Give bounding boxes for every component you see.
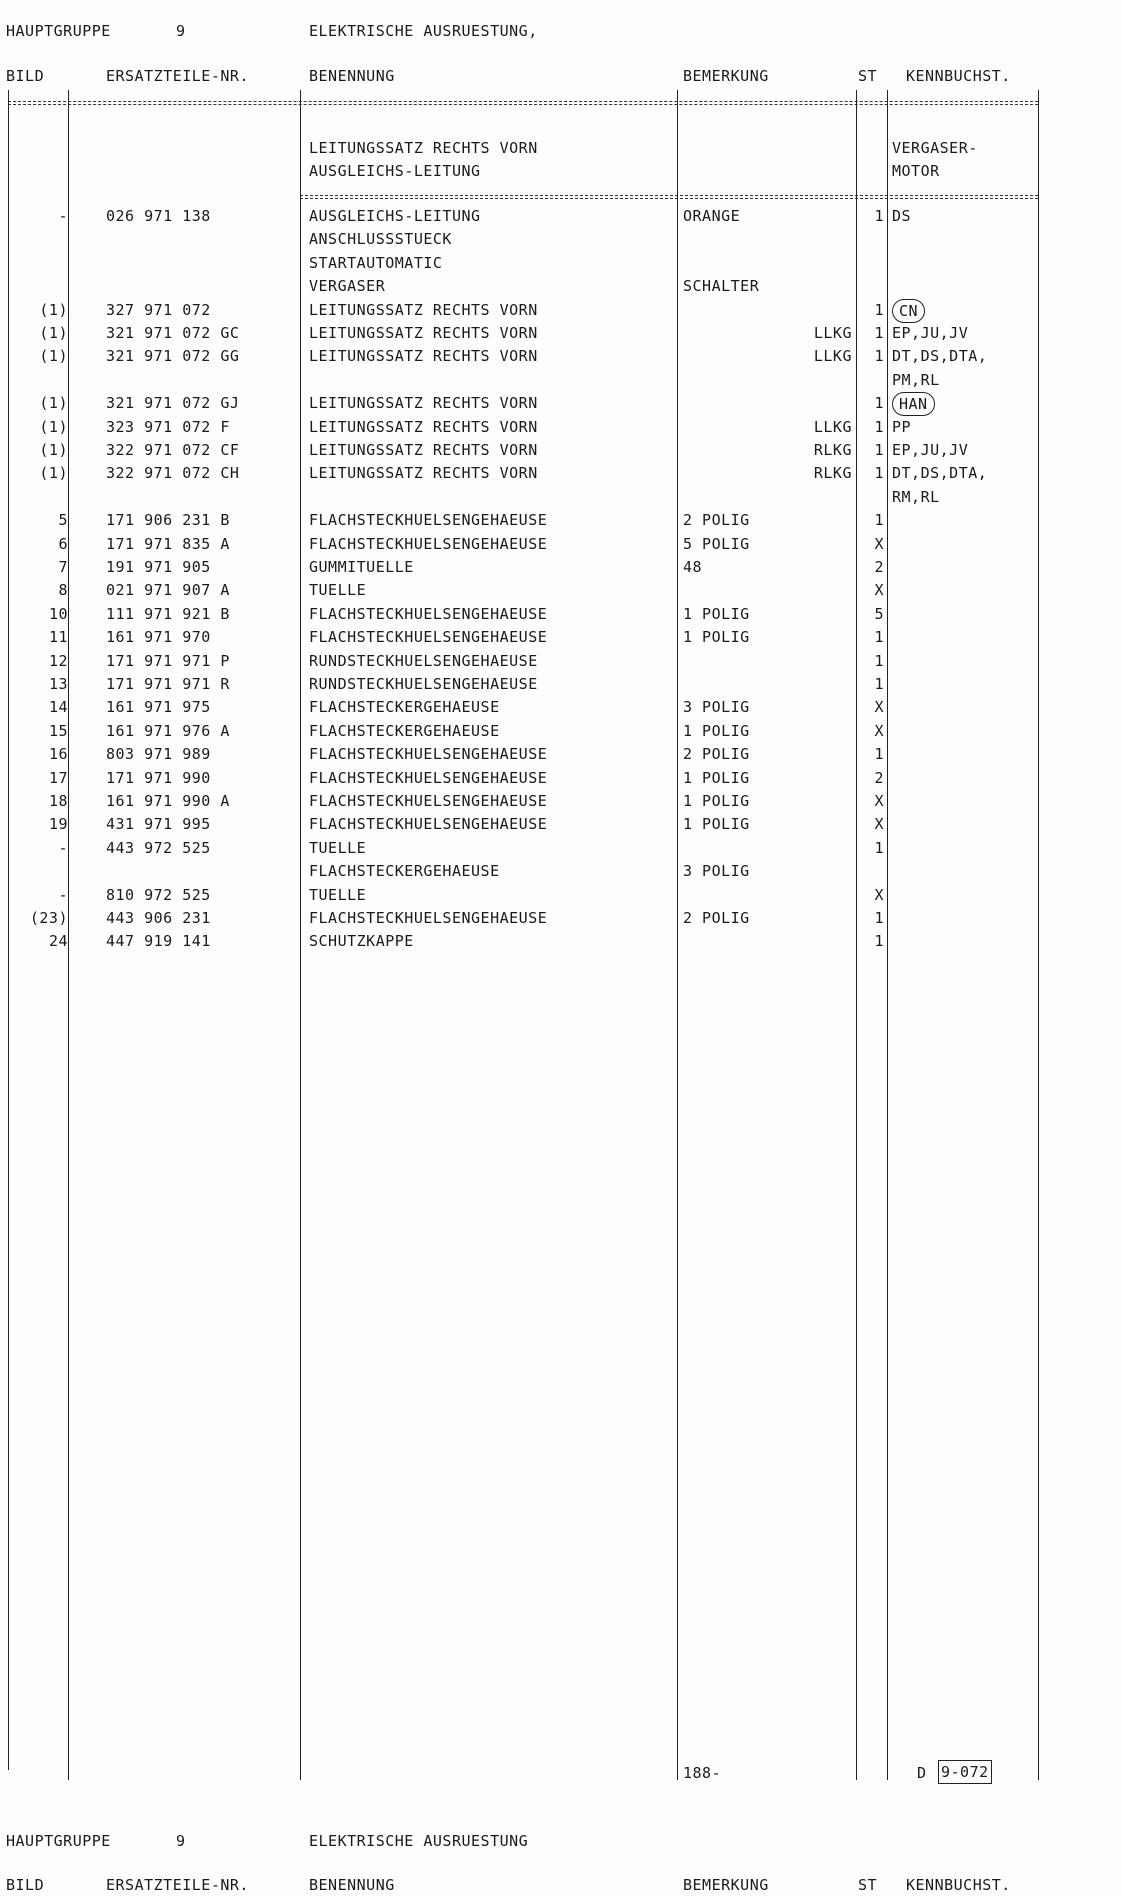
kennbuchst-cell: DT,DS,DTA, bbox=[892, 347, 988, 366]
bild-cell: (1) bbox=[39, 441, 68, 459]
quantity-cell: 1 bbox=[874, 909, 884, 927]
bild-cell: - bbox=[58, 885, 68, 904]
part-number-cell: 322 971 072 CF bbox=[106, 441, 240, 459]
bild-cell: (1) bbox=[39, 394, 68, 413]
quantity-cell: 1 bbox=[874, 745, 884, 764]
bemerkung-cell: 48 bbox=[683, 558, 703, 576]
section-rule bbox=[300, 195, 1038, 196]
benennung-cell: FLACHSTECKHUELSENGEHAEUSE bbox=[309, 511, 548, 530]
page-title: ELEKTRISCHE AUSRUESTUNG, bbox=[309, 22, 538, 40]
benennung-cell: FLACHSTECKERGEHAEUSE bbox=[309, 721, 500, 740]
table-row bbox=[0, 767, 1122, 789]
part-number-cell: 171 906 231 B bbox=[106, 511, 230, 530]
kennbuchst-cell: EP,JU,JV bbox=[892, 441, 969, 459]
kennbuchst-cell: DT,DS,DTA, bbox=[892, 464, 988, 483]
table-row bbox=[0, 205, 1122, 227]
benennung-cell: VERGASER bbox=[309, 277, 386, 296]
table-row bbox=[0, 322, 1122, 344]
table-row bbox=[0, 556, 1122, 578]
bild-cell: 19 bbox=[48, 815, 68, 834]
part-number-cell: 810 972 525 bbox=[106, 885, 211, 904]
quantity-cell: 1 bbox=[874, 464, 884, 483]
quantity-cell: X bbox=[874, 815, 884, 834]
bild-cell: 12 bbox=[48, 651, 68, 670]
benennung-cell: FLACHSTECKHUELSENGEHAEUSE bbox=[309, 909, 548, 927]
bemerkung-cell: 1 POLIG bbox=[683, 768, 750, 787]
bild-cell: (1) bbox=[39, 300, 68, 319]
table-row bbox=[0, 696, 1122, 718]
bild-cell: (1) bbox=[39, 417, 68, 436]
part-number-cell: 191 971 905 bbox=[106, 558, 211, 576]
next-col-header-bild: BILD bbox=[6, 1876, 45, 1894]
bemerkung-cell: 1 POLIG bbox=[683, 628, 750, 647]
bemerkung-cell: 1 POLIG bbox=[683, 721, 750, 740]
col-header-bemerkung: BEMERKUNG bbox=[683, 67, 769, 85]
benennung-cell: FLACHSTECKHUELSENGEHAEUSE bbox=[309, 534, 548, 553]
bemerkung-cell: SCHALTER bbox=[683, 277, 760, 296]
bild-cell: 10 bbox=[48, 604, 68, 623]
table-row bbox=[0, 626, 1122, 648]
table-row bbox=[0, 345, 1122, 367]
header-rule-double bbox=[8, 104, 1038, 105]
quantity-cell: 5 bbox=[874, 604, 884, 623]
benennung-cell: RUNDSTECKHUELSENGEHAEUSE bbox=[309, 651, 538, 670]
part-number-cell: 321 971 072 GJ bbox=[106, 394, 240, 413]
table-row bbox=[0, 743, 1122, 765]
part-number-cell: 321 971 072 GC bbox=[106, 324, 240, 342]
benennung-cell: RUNDSTECKHUELSENGEHAEUSE bbox=[309, 675, 538, 693]
part-number-cell: 431 971 995 bbox=[106, 815, 211, 834]
part-number-cell: 021 971 907 A bbox=[106, 581, 230, 600]
quantity-cell: 1 bbox=[874, 675, 884, 693]
footer-code: 9-072 bbox=[938, 1760, 992, 1784]
col-header-kennbuchst: KENNBUCHST. bbox=[906, 67, 1011, 85]
bild-cell: (1) bbox=[39, 324, 68, 342]
benennung-cell: FLACHSTECKERGEHAEUSE bbox=[309, 862, 500, 881]
next-col-header-st: ST bbox=[858, 1876, 878, 1894]
benennung-cell: SCHUTZKAPPE bbox=[309, 932, 414, 951]
kennbuchst-cell: EP,JU,JV bbox=[892, 324, 969, 342]
part-number-cell: 161 971 975 bbox=[106, 698, 211, 717]
table-row bbox=[0, 860, 1122, 882]
table-row bbox=[0, 930, 1122, 952]
bemerkung-code-cell: LLKG bbox=[813, 347, 852, 366]
bild-cell: 18 bbox=[48, 792, 68, 810]
bild-cell: 15 bbox=[48, 721, 68, 740]
quantity-cell: 1 bbox=[874, 324, 884, 342]
benennung-cell: LEITUNGSSATZ RECHTS VORN bbox=[309, 417, 538, 436]
table-row bbox=[0, 486, 1122, 508]
hauptgruppe-number: 9 bbox=[176, 22, 186, 40]
quantity-cell: 1 bbox=[874, 417, 884, 436]
bild-cell: 11 bbox=[48, 628, 68, 647]
part-number-cell: 161 971 976 A bbox=[106, 721, 230, 740]
quantity-cell: 2 bbox=[874, 768, 884, 787]
bild-cell: - bbox=[58, 838, 68, 857]
part-number-cell: 443 906 231 bbox=[106, 909, 211, 927]
bild-cell: 8 bbox=[58, 581, 68, 600]
bild-cell: 16 bbox=[48, 745, 68, 764]
part-number-cell: 171 971 971 P bbox=[106, 651, 230, 670]
quantity-cell: 1 bbox=[874, 300, 884, 319]
table-row bbox=[0, 369, 1122, 391]
bild-cell: 6 bbox=[58, 534, 68, 553]
quantity-cell: X bbox=[874, 885, 884, 904]
bemerkung-code-cell: RLKG bbox=[813, 464, 852, 483]
table-row bbox=[0, 884, 1122, 906]
bild-cell: 7 bbox=[58, 558, 68, 576]
next-col-header-kennbuchst: KENNBUCHST. bbox=[906, 1876, 1011, 1894]
bemerkung-cell: 5 POLIG bbox=[683, 534, 750, 553]
benennung-cell: LEITUNGSSATZ RECHTS VORN bbox=[309, 441, 538, 459]
bemerkung-cell: 3 POLIG bbox=[683, 862, 750, 881]
benennung-cell: AUSGLEICHS-LEITUNG bbox=[309, 207, 481, 225]
section-kb-1: VERGASER- bbox=[892, 139, 978, 157]
section-rule-double bbox=[300, 198, 1038, 199]
bild-cell: (1) bbox=[39, 347, 68, 366]
benennung-cell: ANSCHLUSSSTUECK bbox=[309, 230, 452, 249]
part-number-cell: 171 971 971 R bbox=[106, 675, 230, 693]
header-rule bbox=[8, 101, 1038, 102]
quantity-cell: 1 bbox=[874, 932, 884, 951]
quantity-cell: 1 bbox=[874, 207, 884, 225]
benennung-cell: LEITUNGSSATZ RECHTS VORN bbox=[309, 324, 538, 342]
part-number-cell: 171 971 835 A bbox=[106, 534, 230, 553]
part-number-cell: 161 971 990 A bbox=[106, 792, 230, 810]
table-row bbox=[0, 252, 1122, 274]
table-row bbox=[0, 533, 1122, 555]
section-kb-2: MOTOR bbox=[892, 162, 940, 180]
next-col-header-nr: ERSATZTEILE-NR. bbox=[106, 1876, 249, 1894]
quantity-cell: 1 bbox=[874, 628, 884, 647]
part-number-cell: 171 971 990 bbox=[106, 768, 211, 787]
col-header-benennung: BENENNUNG bbox=[309, 67, 395, 85]
quantity-cell: 1 bbox=[874, 651, 884, 670]
table-row bbox=[0, 228, 1122, 250]
bild-cell: 17 bbox=[48, 768, 68, 787]
table-row bbox=[0, 509, 1122, 531]
benennung-cell: GUMMITUELLE bbox=[309, 558, 414, 576]
part-number-cell: 443 972 525 bbox=[106, 838, 211, 857]
next-col-header-benennung: BENENNUNG bbox=[309, 1876, 395, 1894]
col-header-nr: ERSATZTEILE-NR. bbox=[106, 67, 249, 85]
benennung-cell: LEITUNGSSATZ RECHTS VORN bbox=[309, 347, 538, 366]
benennung-cell: TUELLE bbox=[309, 885, 367, 904]
bemerkung-code-cell: LLKG bbox=[813, 417, 852, 436]
benennung-cell: FLACHSTECKERGEHAEUSE bbox=[309, 698, 500, 717]
table-row bbox=[0, 673, 1122, 695]
benennung-cell: FLACHSTECKHUELSENGEHAEUSE bbox=[309, 815, 548, 834]
bild-cell: (1) bbox=[39, 464, 68, 483]
part-number-cell: 803 971 989 bbox=[106, 745, 211, 764]
bild-cell: 14 bbox=[48, 698, 68, 717]
quantity-cell: 1 bbox=[874, 347, 884, 366]
table-row bbox=[0, 299, 1122, 321]
part-number-cell: 321 971 072 GG bbox=[106, 347, 240, 366]
bemerkung-code-cell: LLKG bbox=[813, 324, 852, 342]
bemerkung-code-cell: RLKG bbox=[813, 441, 852, 459]
benennung-cell: STARTAUTOMATIC bbox=[309, 253, 443, 272]
quantity-cell: X bbox=[874, 792, 884, 810]
section-line-2: AUSGLEICHS-LEITUNG bbox=[309, 162, 481, 180]
hauptgruppe-label: HAUPTGRUPPE bbox=[6, 22, 111, 40]
quantity-cell: X bbox=[874, 581, 884, 600]
benennung-cell: TUELLE bbox=[309, 581, 367, 600]
kennbuchst-cell: HAN bbox=[892, 392, 935, 416]
bemerkung-cell: 2 POLIG bbox=[683, 745, 750, 764]
bild-cell: 24 bbox=[48, 932, 68, 951]
bild-cell: - bbox=[58, 207, 68, 225]
kennbuchst-cell: RM,RL bbox=[892, 487, 940, 506]
next-col-header-bemerkung: BEMERKUNG bbox=[683, 1876, 769, 1894]
bild-cell: 5 bbox=[58, 511, 68, 530]
bild-cell: (23) bbox=[29, 909, 68, 927]
table-row bbox=[0, 392, 1122, 414]
col-header-st: ST bbox=[858, 67, 878, 85]
quantity-cell: 1 bbox=[874, 394, 884, 413]
next-page-title: ELEKTRISCHE AUSRUESTUNG bbox=[309, 1832, 529, 1850]
table-row bbox=[0, 790, 1122, 812]
quantity-cell: 2 bbox=[874, 558, 884, 576]
benennung-cell: LEITUNGSSATZ RECHTS VORN bbox=[309, 300, 538, 319]
table-row bbox=[0, 720, 1122, 742]
kennbuchst-cell: PM,RL bbox=[892, 370, 940, 389]
kennbuchst-cell: DS bbox=[892, 207, 912, 225]
page-number: 188- bbox=[683, 1764, 722, 1782]
bemerkung-cell: 1 POLIG bbox=[683, 815, 750, 834]
table-row bbox=[0, 813, 1122, 835]
table-row bbox=[0, 275, 1122, 297]
table-row bbox=[0, 416, 1122, 438]
part-number-cell: 322 971 072 CH bbox=[106, 464, 240, 483]
bemerkung-cell: ORANGE bbox=[683, 207, 741, 225]
part-number-cell: 447 919 141 bbox=[106, 932, 211, 951]
benennung-cell: TUELLE bbox=[309, 838, 367, 857]
benennung-cell: LEITUNGSSATZ RECHTS VORN bbox=[309, 464, 538, 483]
quantity-cell: 1 bbox=[874, 441, 884, 459]
bild-cell: 13 bbox=[48, 675, 68, 693]
benennung-cell: FLACHSTECKHUELSENGEHAEUSE bbox=[309, 628, 548, 647]
part-number-cell: 026 971 138 bbox=[106, 207, 211, 225]
bemerkung-cell: 1 POLIG bbox=[683, 604, 750, 623]
bemerkung-cell: 2 POLIG bbox=[683, 511, 750, 530]
table-row bbox=[0, 579, 1122, 601]
table-row bbox=[0, 439, 1122, 461]
col-header-bild: BILD bbox=[6, 67, 45, 85]
footer-code-prefix: D bbox=[917, 1764, 927, 1782]
table-row bbox=[0, 603, 1122, 625]
bemerkung-cell: 2 POLIG bbox=[683, 909, 750, 927]
quantity-cell: X bbox=[874, 721, 884, 740]
benennung-cell: FLACHSTECKHUELSENGEHAEUSE bbox=[309, 745, 548, 764]
benennung-cell: FLACHSTECKHUELSENGEHAEUSE bbox=[309, 768, 548, 787]
benennung-cell: FLACHSTECKHUELSENGEHAEUSE bbox=[309, 604, 548, 623]
next-hauptgruppe-label: HAUPTGRUPPE bbox=[6, 1832, 111, 1850]
part-number-cell: 161 971 970 bbox=[106, 628, 211, 647]
bemerkung-cell: 3 POLIG bbox=[683, 698, 750, 717]
kennbuchst-cell: CN bbox=[892, 299, 925, 323]
kennbuchst-cell: PP bbox=[892, 417, 912, 436]
table-row bbox=[0, 907, 1122, 929]
quantity-cell: X bbox=[874, 534, 884, 553]
quantity-cell: 1 bbox=[874, 511, 884, 530]
next-hauptgruppe-number: 9 bbox=[176, 1832, 186, 1850]
table-row bbox=[0, 837, 1122, 859]
bemerkung-cell: 1 POLIG bbox=[683, 792, 750, 810]
benennung-cell: FLACHSTECKHUELSENGEHAEUSE bbox=[309, 792, 548, 810]
part-number-cell: 327 971 072 bbox=[106, 300, 211, 319]
quantity-cell: X bbox=[874, 698, 884, 717]
table-row bbox=[0, 462, 1122, 484]
part-number-cell: 111 971 921 B bbox=[106, 604, 230, 623]
part-number-cell: 323 971 072 F bbox=[106, 417, 230, 436]
table-row bbox=[0, 650, 1122, 672]
benennung-cell: LEITUNGSSATZ RECHTS VORN bbox=[309, 394, 538, 413]
section-line-1: LEITUNGSSATZ RECHTS VORN bbox=[309, 139, 538, 157]
quantity-cell: 1 bbox=[874, 838, 884, 857]
